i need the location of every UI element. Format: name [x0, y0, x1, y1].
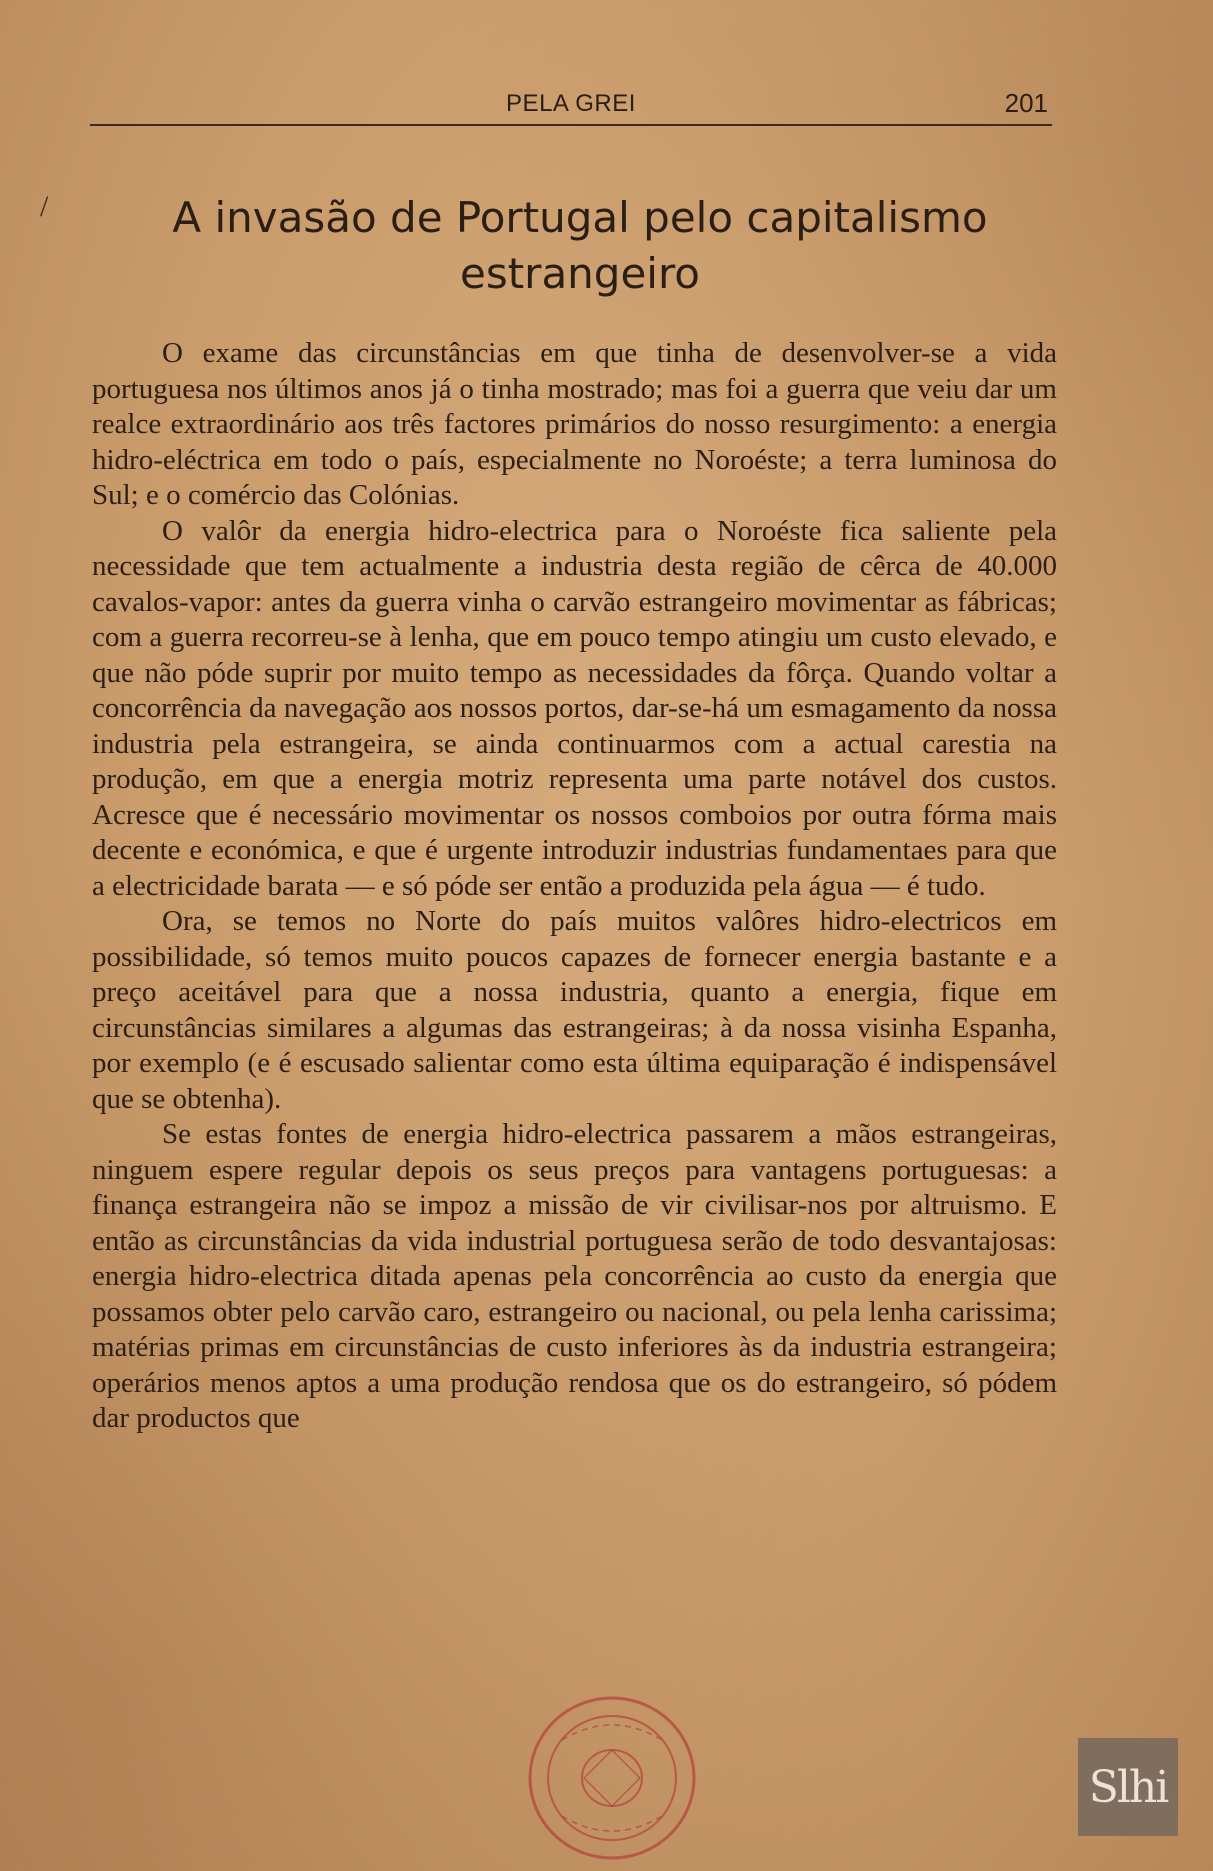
- library-stamp-icon: [522, 1690, 702, 1865]
- article-body: [92, 336, 1057, 1437]
- paragraph-2: O valôr da energia hidro-electrica para o Noroéste fica saliente pela necessidade que tem actualmente a industria desta região de cêrca de 40.000 cavalos-vapor: antes da guerra vinha o carvão estrangeiro movimentar as fábricas; com a guerra recorreu-se à lenha, que em pouco tempo atingiu um custo elevado, e que não póde suprir por muito tempo as necessidades da fôrça. Quando voltar a concorrência da navegação aos nossos portos, dar-se-há um esmagamento da nossa industria pela estrangeira, se ainda continuarmos com a actual carestia na produção, em que a energia motriz representa uma parte notável dos custos. Acresce que é necessário movimentar os nossos comboios por outra fórma mais decente e económica, e que é urgente introduzir industrias fundamentaes para que a electricidade barata — e só póde ser então a produzida pela água — é tudo.: [92, 514, 1057, 902]
- running-head: [90, 84, 1052, 126]
- paragraph-3: Ora, se temos no Norte do país muitos valôres hidro-electricos em possibilidade, só temos muito poucos capazes de fornecer energia bastante e a preço aceitável para que a nossa industria, quanto a energia, fique em circunstâncias similares a algumas das estrangeiras; à da nossa visinha Espanha, por exemplo (e é escusado salientar como esta última equiparação é indispensável que se obtenha).: [92, 905, 1057, 1115]
- slhi-logo-icon: [1078, 1738, 1178, 1836]
- paragraph-4: Se estas fontes de energia hidro-electrica passarem a mãos estrangeiras, ninguem espere regular depois os seus preços para vantagens portuguesas: a finança estrangeira não se impoz a missão de vir civilisar-nos por altruismo. E então as circunstâncias da vida industrial portuguesa serão de todo desvantajosas: energia hidro-electrica ditada apenas pela concorrência ao custo da energia que possamos obter pelo carvão caro, estrangeiro ou nacional, ou pela lenha carissima; matérias primas em circunstâncias de custo inferiores às da industria estrangeira; operários menos aptos a uma produção rendosa que os do estrangeiro, só pódem dar productos que: [92, 1118, 1057, 1434]
- page-number: 201: [1004, 88, 1048, 118]
- article-title: A invasão de Portugal pelo capitalismo estrangeiro: [172, 193, 988, 298]
- margin-mark: /: [40, 190, 49, 223]
- running-title: PELA GREI: [506, 90, 636, 117]
- paragraph-1: O exame das circunstâncias em que tinha de desenvolver-se a vida portuguesa nos últimos anos já o tinha mostrado; mas foi a guerra que veiu dar um realce extraordinário aos três factores primários do nosso resurgimento: a energia hidro-eléctrica em todo o país, especialmente no Noroéste; a terra luminosa do Sul; e o comércio das Colónias.: [92, 337, 1057, 511]
- logo-text: Slhi: [1088, 1761, 1168, 1813]
